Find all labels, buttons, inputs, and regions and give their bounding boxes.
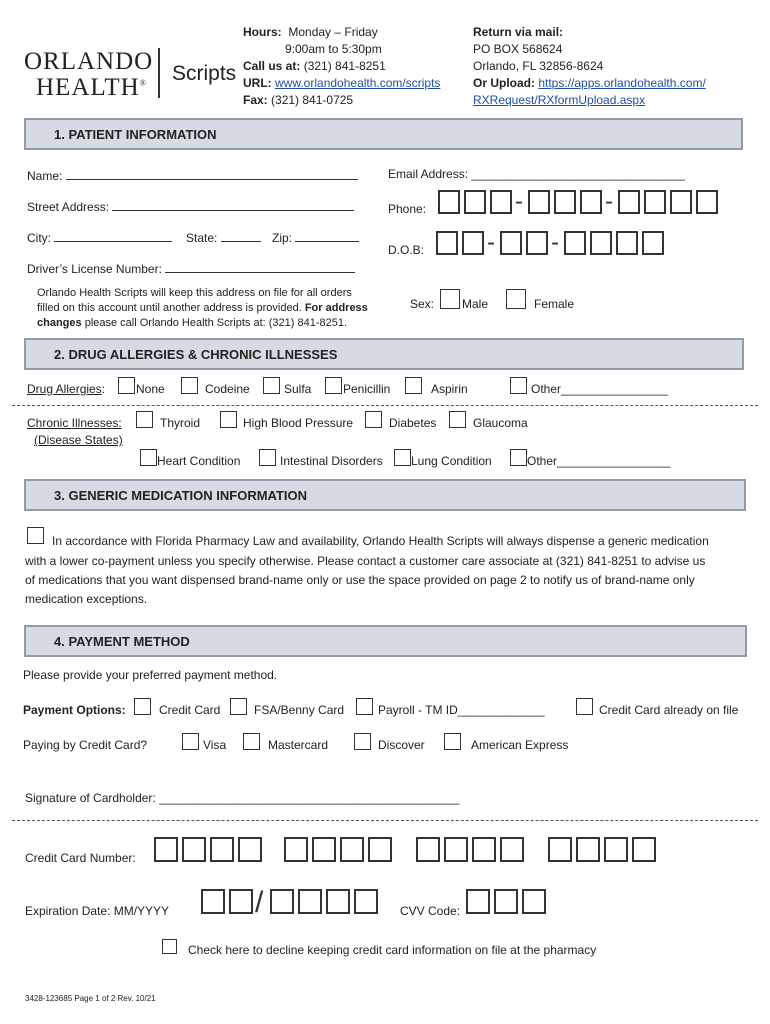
email-field[interactable]: Email Address: ________________________________: [388, 167, 685, 181]
card-digit[interactable]: [238, 837, 262, 862]
dob-digit[interactable]: [642, 231, 664, 255]
card-digit[interactable]: [182, 837, 206, 862]
generic-text-3: of medications that you want dispensed brand-name only or use the space provided on page 2 to notify us of brand-name only: [25, 573, 695, 587]
sex-label: Sex:: [410, 297, 435, 311]
signature-field[interactable]: Signature of Cardholder: _____________________________________________: [25, 791, 460, 805]
exp-digit[interactable]: [229, 889, 253, 914]
exp-digit[interactable]: [326, 889, 350, 914]
payroll-field[interactable]: Payroll - TM ID_____________: [378, 703, 545, 717]
lung-condition-checkbox[interactable]: [394, 449, 411, 466]
female-label: Female: [534, 297, 575, 311]
phone-digit[interactable]: [554, 190, 576, 214]
cvv-digit[interactable]: [494, 889, 518, 914]
fax-row: Fax: (321) 841-0725: [243, 93, 354, 107]
exp-digit[interactable]: [270, 889, 294, 914]
amex-checkbox[interactable]: [444, 733, 461, 750]
phone-digit[interactable]: [670, 190, 692, 214]
name-field[interactable]: Name:: [27, 167, 358, 183]
female-checkbox[interactable]: [506, 289, 526, 309]
po-box: PO BOX 568624: [473, 42, 563, 56]
drug-allergies-label: Drug Allergies:: [27, 382, 106, 396]
male-label: Male: [462, 297, 489, 311]
sulfa-checkbox[interactable]: [263, 377, 280, 394]
dob-digit[interactable]: [436, 231, 458, 255]
section-patient-info: 1. PATIENT INFORMATION: [24, 118, 743, 150]
other-illness-field[interactable]: Other_________________: [527, 454, 671, 468]
card-digit[interactable]: [472, 837, 496, 862]
generic-text-4: medication exceptions.: [25, 592, 148, 606]
mastercard-checkbox[interactable]: [243, 733, 260, 750]
lung-condition-label: Lung Condition: [411, 454, 492, 468]
exp-digit[interactable]: [298, 889, 322, 914]
mastercard-label: Mastercard: [268, 738, 329, 752]
phone-digit[interactable]: [644, 190, 666, 214]
upload-link-1[interactable]: https://apps.orlandohealth.com/: [538, 76, 706, 90]
form-code: 3428-123685 Page 1 of 2 Rev. 10/21: [25, 994, 156, 1003]
card-digit[interactable]: [604, 837, 628, 862]
diabetes-label: Diabetes: [389, 416, 437, 430]
zip-field[interactable]: Zip:: [272, 229, 359, 245]
penicillin-checkbox[interactable]: [325, 377, 342, 394]
generic-text-1: In accordance with Florida Pharmacy Law and availability, Orlando Health Scripts will always dispense a generic medication: [52, 534, 709, 548]
card-digit[interactable]: [154, 837, 178, 862]
city-zip: Orlando, FL 32856-8624: [473, 59, 604, 73]
logo-orlando: ORLANDO: [24, 48, 154, 75]
diabetes-checkbox[interactable]: [365, 411, 382, 428]
divider: [12, 405, 758, 406]
none-label: None: [136, 382, 165, 396]
phone-digit[interactable]: [696, 190, 718, 214]
section-allergies: 2. DRUG ALLERGIES & CHRONIC ILLNESSES: [24, 338, 744, 370]
discover-checkbox[interactable]: [354, 733, 371, 750]
upload-row: Or Upload: https://apps.orlandohealth.com/: [473, 76, 706, 90]
visa-label: Visa: [203, 738, 227, 752]
aspirin-checkbox[interactable]: [405, 377, 422, 394]
male-checkbox[interactable]: [440, 289, 460, 309]
phone-digit[interactable]: [438, 190, 460, 214]
other-allergy-field[interactable]: Other________________: [531, 382, 668, 396]
dob-digit[interactable]: [564, 231, 586, 255]
phone-digit[interactable]: [464, 190, 486, 214]
logo-divider: [158, 48, 160, 98]
section-payment-method: 4. PAYMENT METHOD: [24, 625, 747, 657]
address-note-3: changes please call Orlando Health Scripts at: (321) 841-8251.: [37, 317, 348, 329]
chronic-illnesses-label: Chronic Illnesses:: [27, 416, 122, 430]
card-digit[interactable]: [416, 837, 440, 862]
card-digit[interactable]: [312, 837, 336, 862]
other-illness-checkbox[interactable]: [510, 449, 527, 466]
cvv-digit[interactable]: [522, 889, 546, 914]
exp-slash: /: [255, 886, 264, 919]
state-field[interactable]: State:: [186, 229, 261, 245]
dob-dash: -: [551, 229, 559, 256]
heart-condition-label: Heart Condition: [157, 454, 241, 468]
hours-time: 9:00am to 5:30pm: [285, 42, 382, 56]
phone-digit[interactable]: [490, 190, 512, 214]
paying-by-card-label: Paying by Credit Card?: [23, 738, 148, 752]
visa-checkbox[interactable]: [182, 733, 199, 750]
license-field[interactable]: Driver’s License Number:: [27, 260, 355, 276]
card-digit[interactable]: [210, 837, 234, 862]
aspirin-label: Aspirin: [431, 382, 468, 396]
dob-digit[interactable]: [462, 231, 484, 255]
dob-digit[interactable]: [526, 231, 548, 255]
dob-digit[interactable]: [590, 231, 612, 255]
exp-digit[interactable]: [354, 889, 378, 914]
card-digit[interactable]: [548, 837, 572, 862]
amex-label: American Express: [471, 738, 569, 752]
dob-label: D.O.B:: [388, 243, 425, 257]
codeine-label: Codeine: [205, 382, 250, 396]
payroll-checkbox[interactable]: [356, 698, 373, 715]
none-checkbox[interactable]: [118, 377, 135, 394]
phone-label: Phone:: [388, 202, 427, 216]
card-digit[interactable]: [284, 837, 308, 862]
glaucoma-checkbox[interactable]: [449, 411, 466, 428]
return-mail-label: Return via mail:: [473, 25, 564, 39]
street-field[interactable]: Street Address:: [27, 198, 354, 214]
dob-dash: -: [487, 229, 495, 256]
payment-options-label: Payment Options:: [23, 703, 126, 717]
card-digit[interactable]: [340, 837, 364, 862]
card-digit[interactable]: [444, 837, 468, 862]
discover-label: Discover: [378, 738, 425, 752]
intestinal-disorders-label: Intestinal Disorders: [280, 454, 383, 468]
penicillin-label: Penicillin: [343, 382, 391, 396]
fsa-checkbox[interactable]: [230, 698, 247, 715]
intestinal-disorders-checkbox[interactable]: [259, 449, 276, 466]
payment-intro: Please provide your preferred payment method.: [23, 668, 278, 682]
thyroid-label: Thyroid: [160, 416, 201, 430]
upload-link-2[interactable]: RXRequest/RXformUpload.aspx: [473, 93, 646, 107]
high-blood-pressure-label: High Blood Pressure: [243, 416, 354, 430]
card-digit[interactable]: [368, 837, 392, 862]
expiration-label: Expiration Date: MM/YYYY: [25, 904, 170, 918]
codeine-checkbox[interactable]: [181, 377, 198, 394]
credit-card-number-label: Credit Card Number:: [25, 851, 136, 865]
hours-row: Hours: Monday – Friday: [243, 25, 378, 39]
dob-digit[interactable]: [616, 231, 638, 255]
thyroid-checkbox[interactable]: [136, 411, 153, 428]
dob-digit[interactable]: [500, 231, 522, 255]
phone-dash: -: [515, 188, 523, 215]
credit-card-checkbox[interactable]: [134, 698, 151, 715]
logo-health: HEALTH®: [36, 74, 147, 101]
exp-digit[interactable]: [201, 889, 225, 914]
divider: [12, 820, 758, 821]
fsa-label: FSA/Benny Card: [254, 703, 345, 717]
decline-label: Check here to decline keeping credit card information on file at the pharmacy: [188, 943, 597, 957]
website-link[interactable]: www.orlandohealth.com/scripts: [275, 76, 441, 90]
card-digit[interactable]: [632, 837, 656, 862]
sulfa-label: Sulfa: [284, 382, 312, 396]
phone-digit[interactable]: [528, 190, 550, 214]
card-digit[interactable]: [500, 837, 524, 862]
credit-card-label: Credit Card: [159, 703, 221, 717]
cvv-label: CVV Code:: [400, 904, 461, 918]
url-row: URL: www.orlandohealth.com/scripts: [243, 76, 441, 90]
phone-dash: -: [605, 188, 613, 215]
decline-card-on-file-checkbox[interactable]: [162, 939, 177, 954]
address-note-1: Orlando Health Scripts will keep this address on file for all orders: [37, 287, 352, 299]
card-digit[interactable]: [576, 837, 600, 862]
glaucoma-label: Glaucoma: [473, 416, 528, 430]
address-note-2: filled on this account until another address is provided. For address: [37, 302, 368, 314]
cvv-digit[interactable]: [466, 889, 490, 914]
phone-digit[interactable]: [580, 190, 602, 214]
phone-row: Call us at: (321) 841-8251: [243, 59, 386, 73]
generic-consent-checkbox[interactable]: [27, 527, 44, 544]
city-field[interactable]: City:: [27, 229, 172, 245]
logo-scripts: Scripts: [172, 62, 237, 85]
phone-digit[interactable]: [618, 190, 640, 214]
high-blood-pressure-checkbox[interactable]: [220, 411, 237, 428]
disease-states-label: (Disease States): [34, 433, 123, 447]
section-generic-medication: 3. GENERIC MEDICATION INFORMATION: [24, 479, 746, 511]
generic-text-2: with a lower co-payment unless you specify otherwise. Please contact a customer care associate at (321) 841-8251 to advise us: [25, 554, 706, 568]
heart-condition-checkbox[interactable]: [140, 449, 157, 466]
card-on-file-label: Credit Card already on file: [599, 703, 739, 717]
card-on-file-checkbox[interactable]: [576, 698, 593, 715]
other-allergy-checkbox[interactable]: [510, 377, 527, 394]
